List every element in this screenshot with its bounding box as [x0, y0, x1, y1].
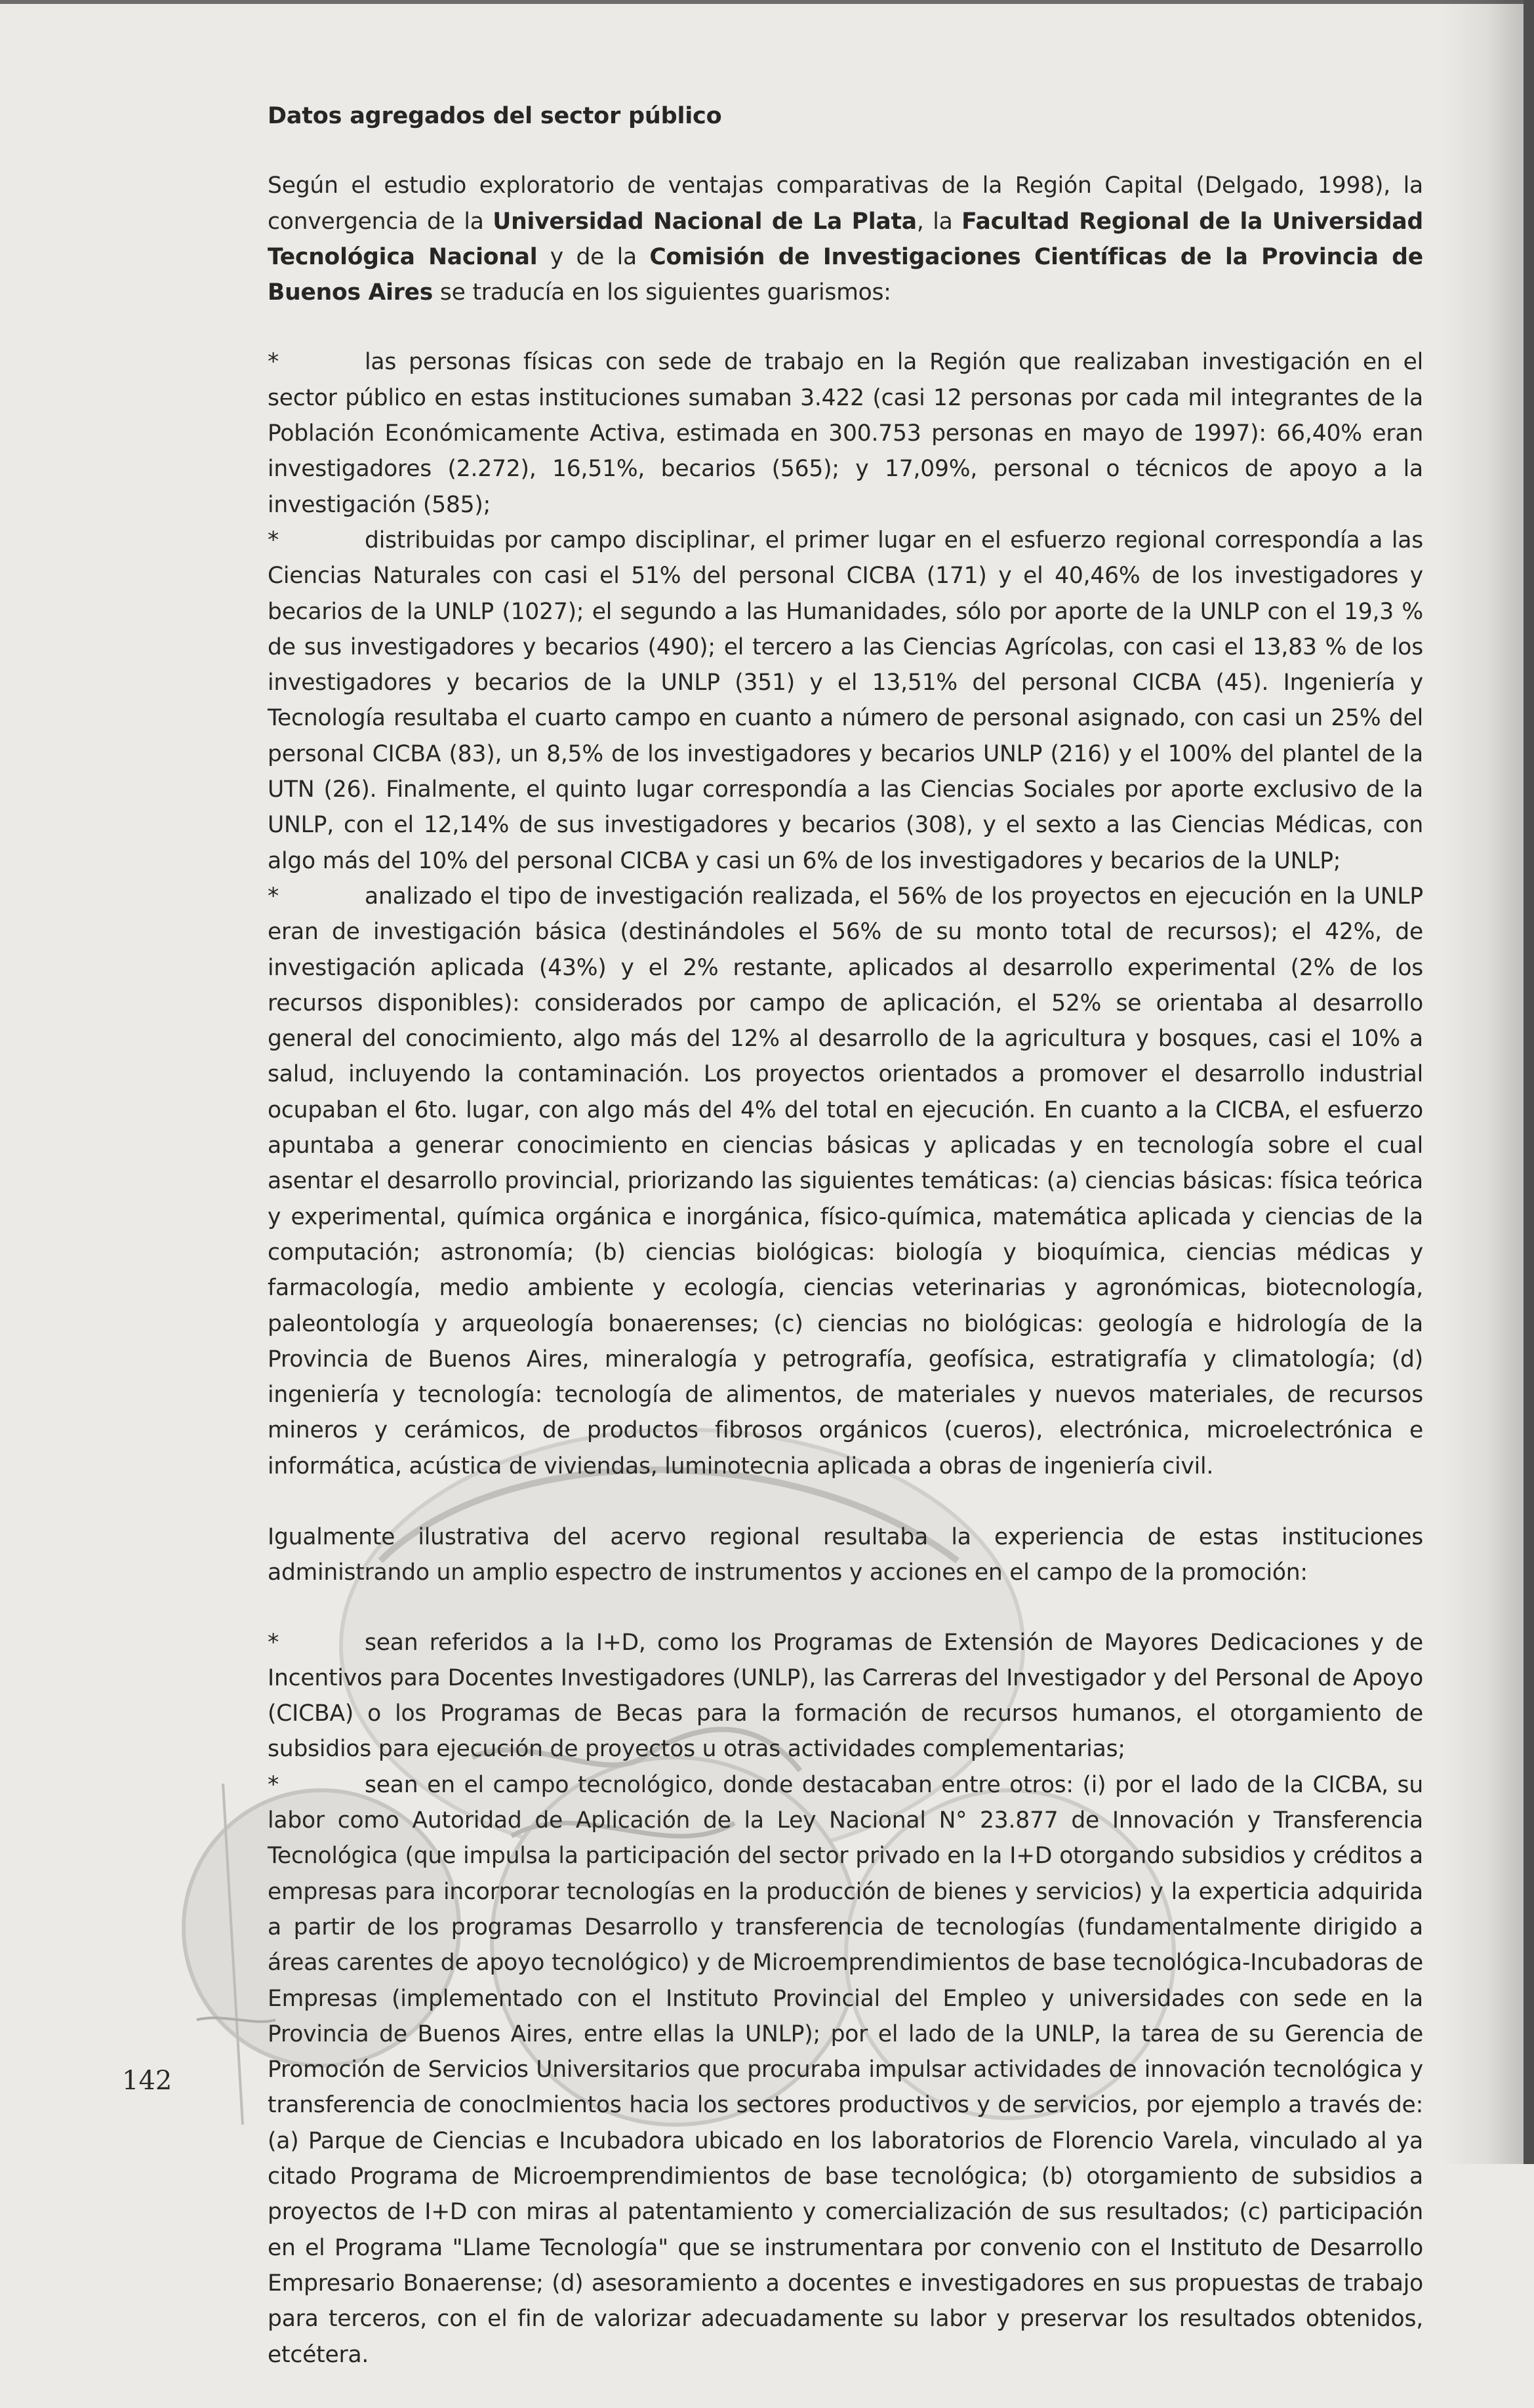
page-top-rule	[0, 0, 1534, 4]
promotion-paragraph: Igualmente ilustrativa del acervo regional resultaba la experiencia de estas instituciones administrando un amplio espectro de instrumentos y acciones en el campo de la promoción:	[268, 1523, 1423, 1586]
list-item-text: sean en el campo tecnológico, donde destacaban entre otros: (i) por el lado de la CICBA, su labor como Autoridad de Aplicación de la Ley Nacional N° 23.877 de Innovación y Transferencia Tecnológica (que impulsa la participación del sector privado en la I+D otorgando subsidios y créditos a empresas para incorporar tecnologías en la producción de bienes y servicios) y la experticia adquirida a partir de los programas Desarrollo y transferencia de tecnologías (fundamentalmente dirigido a áreas carentes de apoyo tecnológico) y de Microemprendimientos de base tecnológica-Incubadoras de Empresas (implementado con el Instituto Provincial del Empleo y universidades con sede en la Provincia de Buenos Aires, entre ellas la UNLP); por el lado de la UNLP, la tarea de su Gerencia de Promoción de Servicios Universitarios que procuraba impulsar actividades de innovación tecnológica y transferencia de conoclmientos hacia los sectores productivos y de servicios, por ejemplo a través de: (a) Parque de Ciencias e Incubadora ubicado en los laboratorios de Florencio Varela, vinculado al ya citado Programa de Microemprendimientos de base tecnológica; (b) otorgamiento de subsidios a proyectos de I+D con miras al patentamiento y comercialización de sus resultados; (c) participación en el Programa "Llame Tecnología" que se instrumentara por convenio con el Instituto de Desarrollo Empresario Bonaerense; (d) asesoramiento a docentes e investigadores en sus propuestas de trabajo para terceros, con el fin de valorizar adecuadamente su labor y preservar los resultados obtenidos, etcétera.	[268, 1771, 1423, 2368]
list-item	[268, 879, 1423, 1484]
bullet-list-promocion	[268, 1625, 1423, 2373]
intro-bold-frutn: Facultad Regional de la Universidad Tecnológica Nacional	[268, 208, 1423, 270]
list-item-text: analizado el tipo de investigación realizada, el 56% de los proyectos en ejecución en la UNLP eran de investigación básica (destinándoles el 56% de su monto total de recursos); el 42%, de investigación aplicada (43%) y el 2% restante, aplicados al desarrollo experimental (2% de los recursos disponibles): considerados por campo de aplicación, el 52% se orientaba al desarrollo general del conocimiento, algo más del 12% al desarrollo de la agricultura y bosques, casi el 10% a salud, incluyendo la contaminación. Los proyectos orientados a promover el desarrollo industrial ocupaban el 6to. lugar, con algo más del 4% del total en ejecución. En cuanto a la CICBA, el esfuerzo apuntaba a generar conocimiento en ciencias básicas y aplicadas y en tecnología sobre el cual asentar el desarrollo provincial, priorizando las siguientes temáticas: (a) ciencias básicas: física teórica y experimental, química orgánica e inorgánica, físico-química, matemática aplicada y ciencias de la computación; astronomía; (b) ciencias biológicas: biología y bioquímica, ciencias médicas y farmacología, medio ambiente y ecología, ciencias veterinarias y agronómicas, biotecnología, paleontología y arqueología bonaerenses; (c) ciencias no biológicas: geología e hidrología de la Provincia de Buenos Aires, mineralogía y petrografía, geofísica, estratigrafía y climatología; (d) ingeniería y tecnología: tecnología de alimentos, de materiales y nuevos materiales, de recursos mineros y cerámicos, de productos fibrosos orgánicos (cueros), electrónica, microelectrónica e informática, acústica de viviendas, luminotecnia aplicada a obras de ingeniería civil.	[268, 883, 1423, 1479]
document-body	[268, 98, 1423, 2408]
bullet-marker: *	[268, 1629, 279, 1656]
intro-paragraph	[268, 168, 1423, 310]
list-item	[268, 1625, 1423, 1767]
intro-text-1: Según el estudio exploratorio de ventajas comparativas de la Región Capital (Delgado, 1998), la convergencia de la	[268, 172, 1423, 235]
page-right-edge	[1524, 0, 1534, 2164]
intro-bold-cicba: Comisión de Investigaciones Científicas de la Provincia de Buenos Aires	[268, 243, 1423, 306]
bullet-marker: *	[268, 1771, 279, 1798]
bullet-marker: *	[268, 349, 279, 376]
section-heading: Datos agregados del sector público	[268, 103, 722, 129]
bullet-marker: *	[268, 883, 279, 910]
intro-text-3: y de la	[537, 243, 650, 270]
intro-text-2: , la	[916, 208, 962, 235]
list-item-text: las personas físicas con sede de trabajo en la Región que realizaban investigación en el sector público en estas instituciones sumaban 3.422 (casi 12 personas por cada mil integrantes de la Población Económicamente Activa, estimada en 300.753 personas en mayo de 1997): 66,40% eran investigadores (2.272), 16,51%, becarios (565); y 17,09%, personal o técnicos de apoyo a la investigación (585);	[268, 349, 1423, 518]
page-number: 142	[122, 2066, 172, 2096]
list-item-text: distribuidas por campo disciplinar, el primer lugar en el esfuerzo regional correspondía a las Ciencias Naturales con casi el 51% del personal CICBA (171) y el 40,46% de los investigadores y becarios de la UNLP (1027); el segundo a las Humanidades, sólo por aporte de la UNLP con el 19,3 % de sus investigadores y becarios (490); el tercero a las Ciencias Agrícolas, con casi el 13,83 % de los investigadores y becarios de la UNLP (351) y el 13,51% del personal CICBA (45). Ingeniería y Tecnología resultaba el cuarto campo en cuanto a número de personal asignado, con casi un 25% del personal CICBA (83), un 8,5% de los investigadores y becarios UNLP (216) y el 100% del plantel de la UTN (26). Finalmente, el quinto lugar correspondía a las Ciencias Sociales por aporte exclusivo de la UNLP, con el 12,14% de sus investigadores y becarios (308), y el sexto a las Ciencias Médicas, con algo más del 10% del personal CICBA y casi un 6% de los investigadores y becarios de la UNLP;	[268, 527, 1423, 874]
bullet-marker: *	[268, 527, 279, 553]
list-item	[268, 1767, 1423, 2373]
list-item	[268, 344, 1423, 522]
intro-text-4: se traducía en los siguientes guarismos:	[433, 279, 891, 306]
list-item-text: sean referidos a la I+D, como los Programas de Extensión de Mayores Dedicaciones y de Incentivos para Docentes Investigadores (UNLP), las Carreras del Investigador y del Personal de Apoyo (CICBA) o los Programas de Becas para la formación de recursos humanos, el otorgamiento de subsidios para ejecución de proyectos u otras actividades complementarias;	[268, 1629, 1423, 1763]
bullet-list-guarismos	[268, 344, 1423, 1484]
list-item	[268, 523, 1423, 879]
page-gutter-shadow	[1442, 0, 1534, 2164]
intro-bold-unlp: Universidad Nacional de La Plata	[493, 208, 917, 235]
